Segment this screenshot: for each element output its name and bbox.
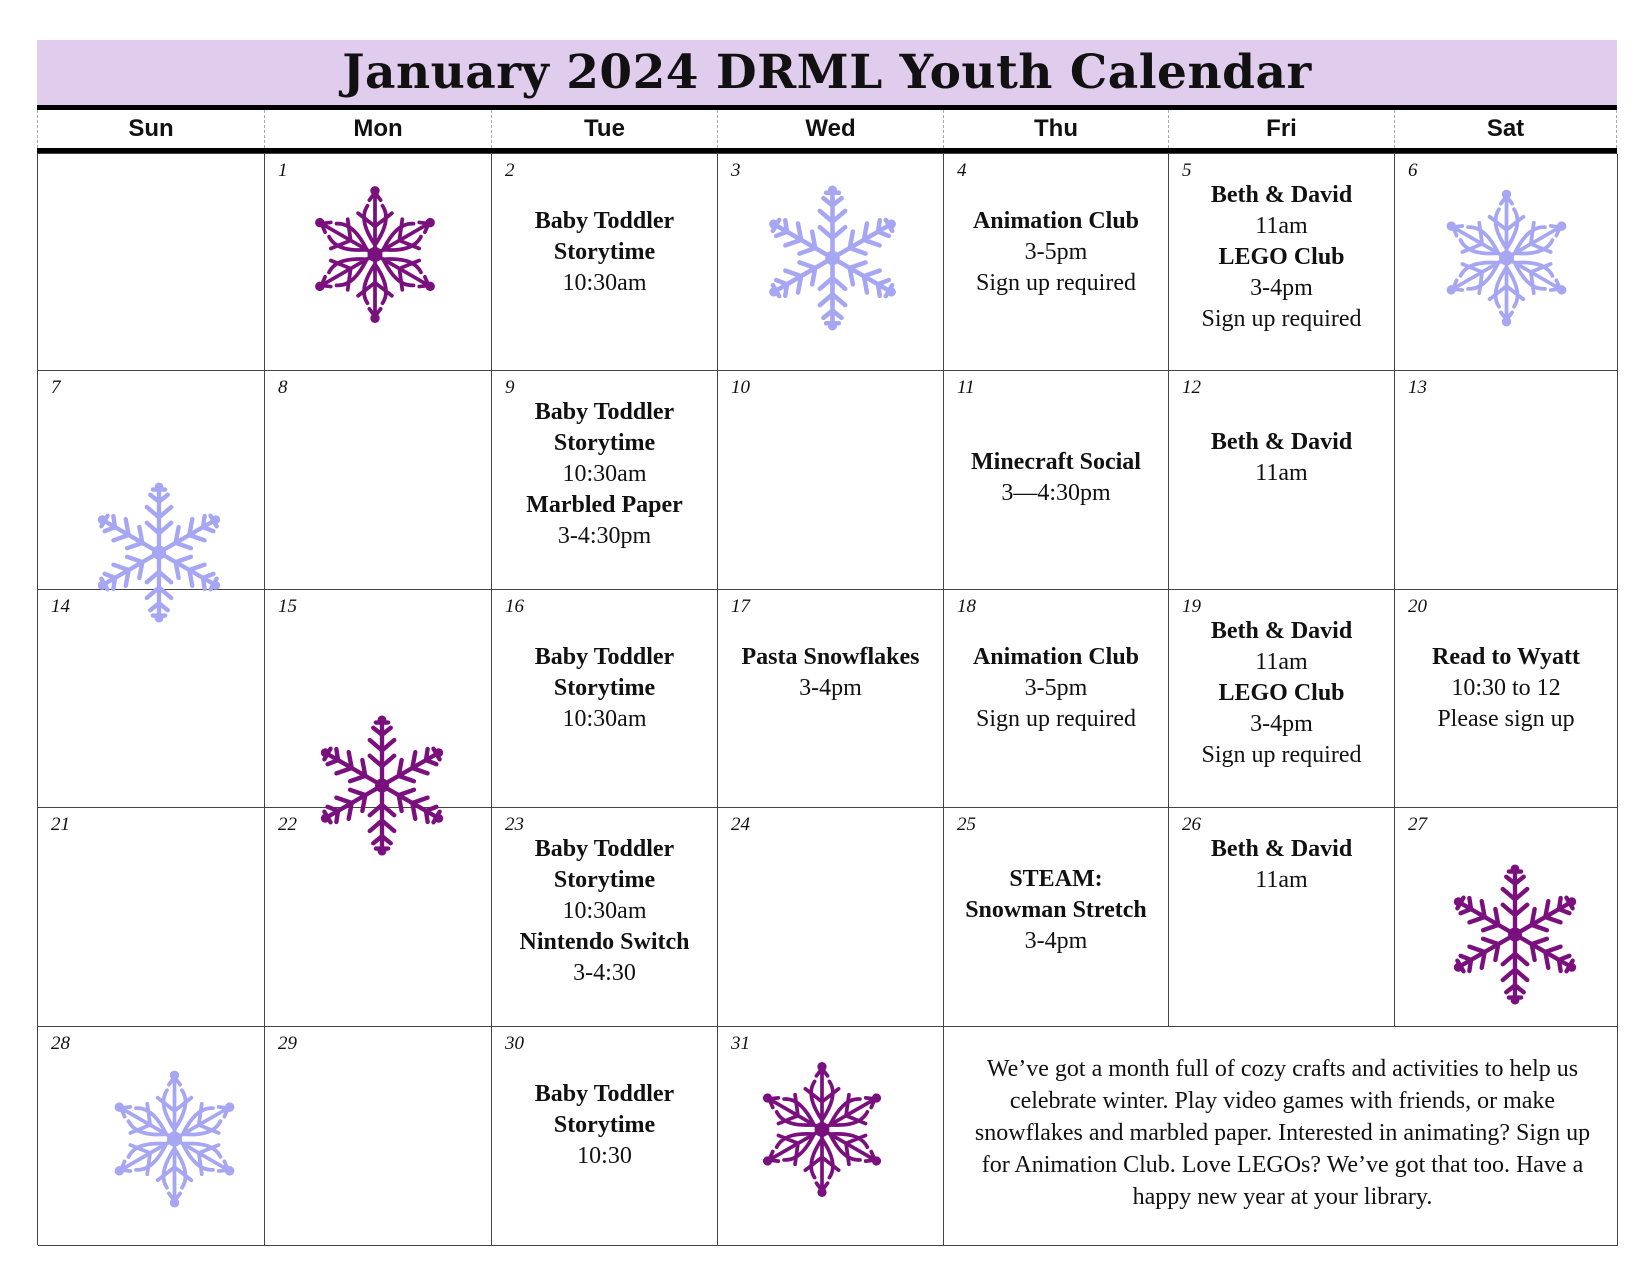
event-list — [1169, 180, 1394, 335]
day-cell-23 — [492, 808, 718, 1027]
event-time: 3—4:30pm — [1001, 480, 1111, 506]
day-cell-26 — [1169, 808, 1395, 1027]
day-cell-empty — [38, 154, 265, 371]
event-note: Please sign up — [1437, 706, 1575, 732]
event-title: STEAM: — [1009, 866, 1103, 892]
event-title: Storytime — [553, 675, 656, 701]
event-title: Baby Toddler — [534, 399, 675, 425]
day-number: 30 — [505, 1033, 524, 1054]
day-cell-9 — [492, 371, 718, 590]
event-title: Storytime — [553, 1112, 656, 1138]
day-cell-22 — [265, 808, 492, 1027]
event-time: 11am — [1255, 460, 1308, 486]
day-number: 16 — [505, 596, 524, 617]
event-note: Sign up required — [976, 706, 1136, 732]
event-time: 10:30 — [577, 1143, 632, 1169]
day-number: 15 — [278, 596, 297, 617]
event-list — [492, 642, 717, 735]
day-number: 5 — [1182, 160, 1192, 181]
day-cell-31 — [718, 1027, 944, 1246]
event-title: Storytime — [553, 239, 656, 265]
day-cell-17 — [718, 590, 944, 808]
event-list — [944, 206, 1168, 299]
event-title: Baby Toddler — [534, 208, 675, 234]
day-cell-14 — [38, 590, 265, 808]
event-title: Marbled Paper — [526, 492, 683, 518]
weekday-wed: Wed — [717, 110, 943, 148]
event-time: 11am — [1255, 213, 1308, 239]
month-note-text: We’ve got a month full of cozy crafts and activities to help us celebrate winter. Play video games with friends, or make snowflakes and marbled paper. Interested in animating? Sign up for Animation Club. Love LEGOs? We’ve got that too. Have a happy new year at your library. — [974, 1056, 1591, 1210]
day-number: 25 — [957, 814, 976, 835]
event-title: Baby Toddler — [534, 1081, 675, 1107]
weekday-tue: Tue — [491, 110, 717, 148]
weekday-sun: Sun — [37, 110, 264, 148]
event-time: 3-4:30 — [573, 960, 636, 986]
event-list — [944, 864, 1168, 957]
day-cell-30 — [492, 1027, 718, 1246]
day-number: 9 — [505, 377, 515, 398]
event-title: Beth & David — [1210, 618, 1353, 644]
day-number: 10 — [731, 377, 750, 398]
day-cell-13 — [1395, 371, 1618, 590]
day-cell-4 — [944, 154, 1169, 371]
event-list — [1169, 834, 1394, 896]
day-number: 7 — [51, 377, 61, 398]
event-list — [492, 397, 717, 552]
event-title: Read to Wyatt — [1432, 644, 1580, 670]
weekday-header-row — [37, 110, 1617, 153]
event-title: Baby Toddler — [534, 836, 675, 862]
calendar-header — [37, 40, 1617, 110]
event-time: 11am — [1255, 867, 1308, 893]
event-title: Minecraft Social — [971, 449, 1141, 475]
day-number: 12 — [1182, 377, 1201, 398]
day-cell-2 — [492, 154, 718, 371]
event-title: Animation Club — [972, 644, 1140, 670]
event-list — [492, 1079, 717, 1172]
event-list — [1169, 616, 1394, 771]
event-list — [1169, 427, 1394, 489]
event-time: 3-4pm — [1024, 928, 1088, 954]
day-cell-12 — [1169, 371, 1395, 590]
weekday-fri: Fri — [1168, 110, 1394, 148]
event-time: 3-5pm — [1024, 675, 1088, 701]
event-time: 10:30am — [562, 706, 647, 732]
event-time: 10:30am — [562, 461, 647, 487]
day-number: 23 — [505, 814, 524, 835]
day-cell-29 — [265, 1027, 492, 1246]
day-cell-15 — [265, 590, 492, 808]
event-time: 3-5pm — [1024, 239, 1088, 265]
day-number: 4 — [957, 160, 967, 181]
day-number: 13 — [1408, 377, 1427, 398]
event-title: Animation Club — [972, 208, 1140, 234]
day-number: 18 — [957, 596, 976, 617]
day-cell-1 — [265, 154, 492, 371]
day-number: 3 — [731, 160, 741, 181]
event-title: Snowman Stretch — [965, 897, 1147, 923]
day-number: 24 — [731, 814, 750, 835]
day-cell-16 — [492, 590, 718, 808]
day-cell-27 — [1395, 808, 1618, 1027]
day-number: 2 — [505, 160, 515, 181]
event-list — [1395, 642, 1617, 735]
event-note: Sign up required — [1201, 306, 1362, 332]
day-cell-7 — [38, 371, 265, 590]
day-cell-21 — [38, 808, 265, 1027]
event-title: Baby Toddler — [534, 644, 675, 670]
event-list — [492, 206, 717, 299]
day-cell-20 — [1395, 590, 1618, 808]
event-list — [718, 642, 943, 704]
day-cell-8 — [265, 371, 492, 590]
day-cell-24 — [718, 808, 944, 1027]
event-title: LEGO Club — [1218, 244, 1345, 270]
day-cell-10 — [718, 371, 944, 590]
day-number: 20 — [1408, 596, 1427, 617]
event-time: 3-4pm — [1250, 275, 1313, 301]
event-list — [492, 834, 717, 989]
day-number: 29 — [278, 1033, 297, 1054]
event-note: Sign up required — [976, 270, 1136, 296]
event-title: Beth & David — [1210, 182, 1353, 208]
weekday-thu: Thu — [943, 110, 1168, 148]
day-number: 6 — [1408, 160, 1418, 181]
event-note: Sign up required — [1201, 742, 1362, 768]
event-time: 3-4:30pm — [557, 523, 652, 549]
weekday-mon: Mon — [264, 110, 491, 148]
event-time: 3-4pm — [1250, 711, 1313, 737]
day-number: 21 — [51, 814, 70, 835]
day-cell-25 — [944, 808, 1169, 1027]
day-number: 1 — [278, 160, 288, 181]
day-number: 11 — [957, 377, 975, 398]
event-title: LEGO Club — [1218, 680, 1345, 706]
event-time: 10:30am — [562, 270, 647, 296]
day-cell-5 — [1169, 154, 1395, 371]
weekday-sat: Sat — [1394, 110, 1617, 148]
day-cell-3 — [718, 154, 944, 371]
month-note — [944, 1027, 1618, 1246]
day-number: 31 — [731, 1033, 750, 1054]
day-cell-19 — [1169, 590, 1395, 808]
day-cell-18 — [944, 590, 1169, 808]
day-cell-28 — [38, 1027, 265, 1246]
day-number: 26 — [1182, 814, 1201, 835]
event-time: 10:30 to 12 — [1451, 675, 1561, 701]
day-number: 27 — [1408, 814, 1427, 835]
event-title: Beth & David — [1210, 836, 1353, 862]
event-title: Pasta Snowflakes — [741, 644, 920, 670]
event-list — [944, 642, 1168, 735]
day-number: 19 — [1182, 596, 1201, 617]
page-title: January 2024 DRML Youth Calendar — [342, 45, 1312, 100]
event-title: Storytime — [553, 430, 656, 456]
day-number: 14 — [51, 596, 70, 617]
day-cell-6 — [1395, 154, 1618, 371]
day-number: 17 — [731, 596, 750, 617]
event-list — [944, 447, 1168, 509]
day-number: 28 — [51, 1033, 70, 1054]
event-time: 11am — [1255, 649, 1308, 675]
event-title: Nintendo Switch — [519, 929, 690, 955]
event-time: 10:30am — [562, 898, 647, 924]
event-title: Beth & David — [1210, 429, 1353, 455]
event-time: 3-4pm — [799, 675, 862, 701]
day-number: 22 — [278, 814, 297, 835]
event-title: Storytime — [553, 867, 656, 893]
day-cell-11 — [944, 371, 1169, 590]
calendar-grid — [37, 153, 1617, 1245]
day-number: 8 — [278, 377, 288, 398]
